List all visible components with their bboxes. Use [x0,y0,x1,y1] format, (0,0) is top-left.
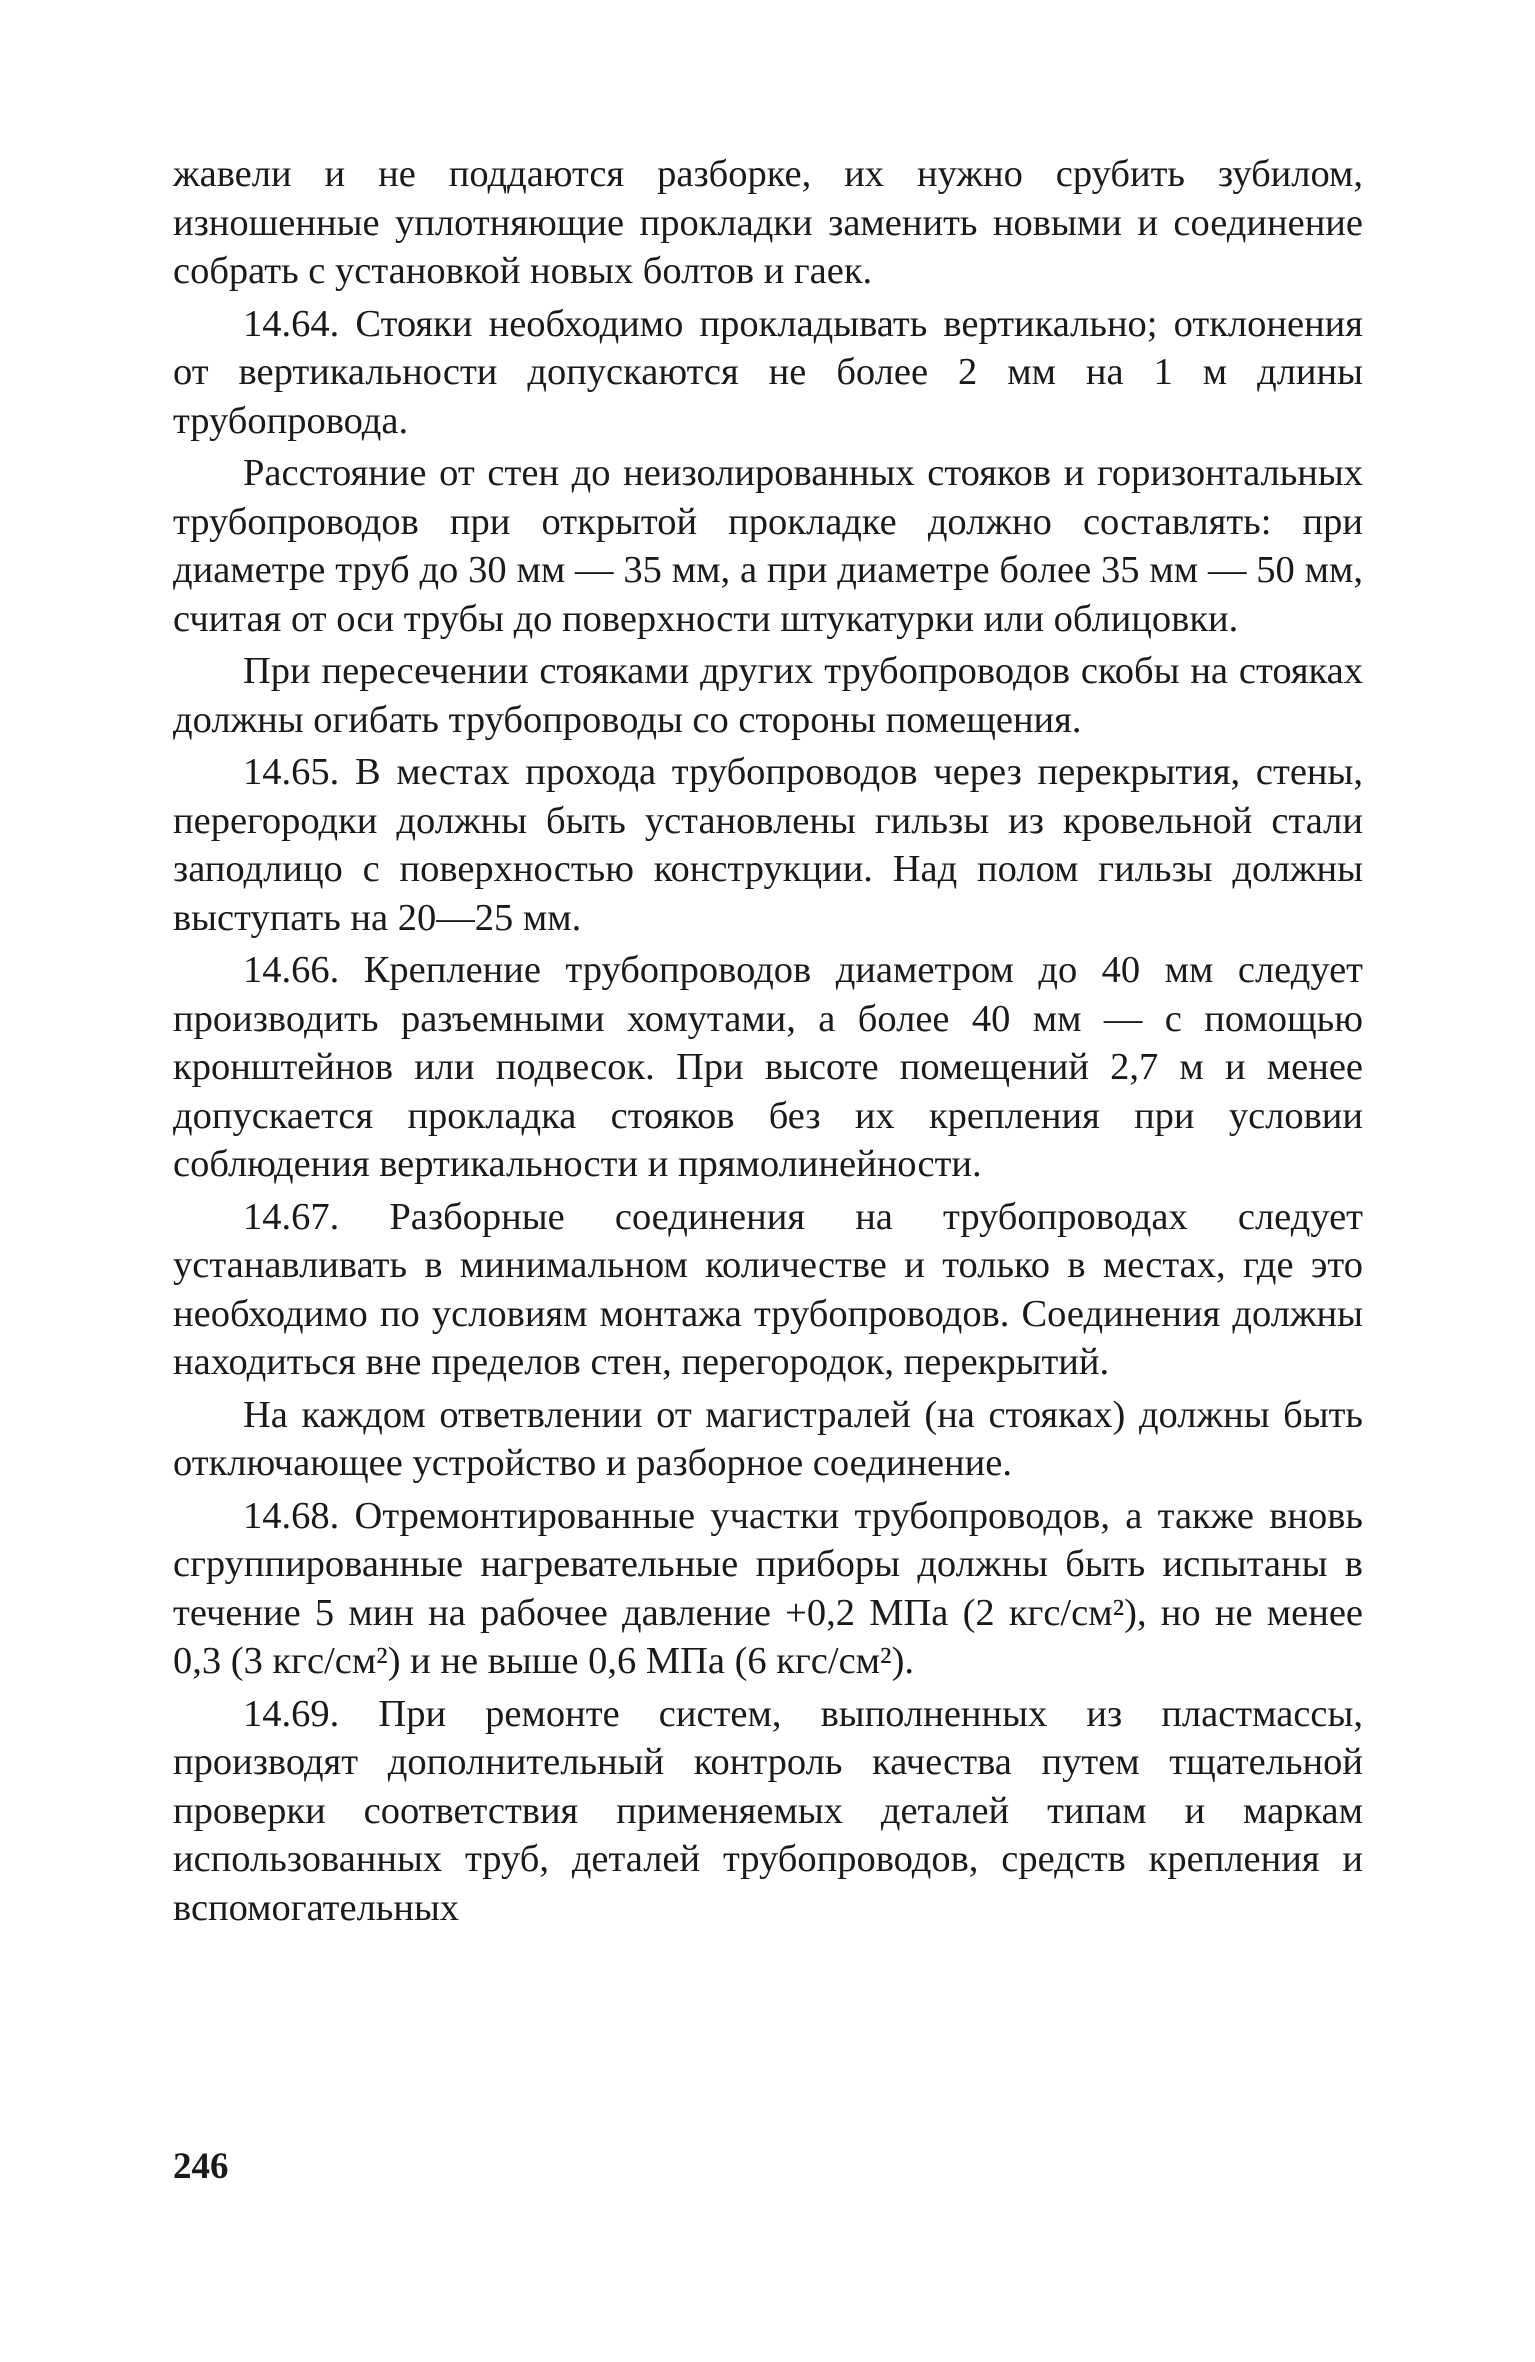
paragraph-14-68: 14.68. Отремонтированные участки трубопроводов, а также вновь сгруппированные нагревательные приборы должны быть испытаны в течение 5 мин на рабочее давление +0,2 МПа (2 кгс/см²), но не менее 0,3 (3 кгс/см²) и не выше 0,6 МПа (6 кгс/см²). [173,1494,1363,1682]
paragraph-14-65: 14.65. В местах прохода трубопроводов через перекрытия, стены, перегородки должны быть установлены гильзы из кровельной стали заподлицо с поверхностью конструкции. Над полом гильзы должны выступать на 20—25 мм. [173,751,1363,939]
paragraph-14-66: 14.66. Крепление трубопроводов диаметром до 40 мм следует производить разъемными хомутами, а более 40 мм — с помощью кронштейнов или подвесок. При высоте помещений 2,7 м и менее допускается прокладка стояков без их крепления при условии соблюдения вертикальности и прямолинейности. [173,949,1363,1185]
paragraph-branch-connections: На каждом ответвлении от магистралей (на стояках) должны быть отключающее устройство и разборное соединение. [173,1393,1363,1484]
document-page [173,150,1363,1932]
paragraph-14-64: 14.64. Стояки необходимо прокладывать вертикально; отклонения от вертикальности допускаются не более 2 мм на 1 м длины трубопровода. [173,302,1363,442]
paragraph-14-69: 14.69. При ремонте систем, выполненных из пластмассы, производят дополнительный контроль качества путем тщательной проверки соответствия применяемых деталей типам и маркам использованных труб, деталей трубопроводов, средств крепления и вспомогательных [173,1692,1363,1929]
paragraph-continuation: жавели и не поддаются разборке, их нужно срубить зубилом, изношенные уплотняющие прокладки заменить новыми и соединение собрать с установкой новых болтов и гаек. [173,153,1363,292]
paragraph-distance-from-walls: Расстояние от стен до неизолированных стояков и горизонтальных трубопроводов при открытой прокладке должно составлять: при диаметре труб до 30 мм — 35 мм, а при диаметре более 35 мм — 50 мм, считая от оси трубы до поверхности штукатурки или облицовки. [173,452,1363,640]
page-number: 246 [173,2146,229,2187]
paragraph-14-67: 14.67. Разборные соединения на трубопроводах следует устанавливать в минимальном количестве и только в местах, где это необходимо по условиям монтажа трубопроводов. Соединения должны находиться вне пределов стен, перегородок, перекрытий. [173,1195,1363,1383]
paragraph-crossing-pipes: При пересечении стояками других трубопроводов скобы на стояках должны огибать трубопроводы со стороны помещения. [173,650,1363,741]
